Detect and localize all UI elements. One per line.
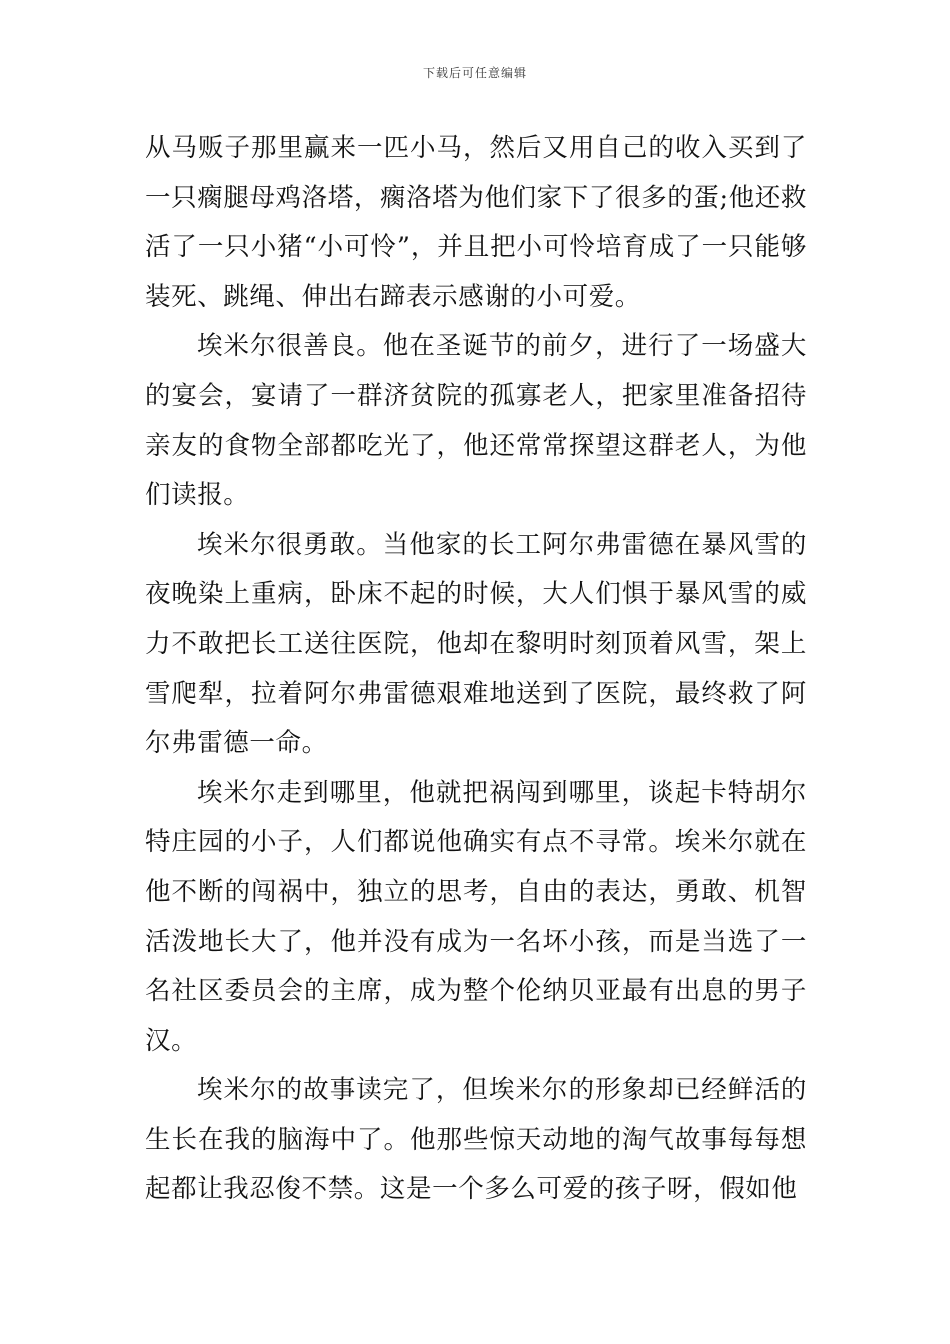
header-note: 下载后可任意编辑: [422, 66, 527, 80]
paragraph-4: 埃米尔走到哪里，他就把祸闯到哪里，谈起卡特胡尔特庄园的小子，人们都说他确实有点不寻常。埃米尔就在他不断的闯祸中，独立的思考，自由的表达，勇敢、机智活泼地长大了，他并没有成为一名坏小孩，而是当选了一名社区委员会的主席，成为整个伦纳贝亚最有出息的男子汉。: [145, 777, 807, 1056]
paragraph-3: 埃米尔很勇敢。当他家的长工阿尔弗雷德在暴风雪的夜晚染上重病，卧床不起的时候，大人们惧于暴风雪的威力不敢把长工送往医院，他却在黎明时刻顶着风雪，架上雪爬犁，拉着阿尔弗雷德艰难地送到了医院，最终救了阿尔弗雷德一命。: [145, 529, 807, 759]
document-body: [145, 124, 807, 1215]
paragraph-5: 埃米尔的故事读完了，但埃米尔的形象却已经鲜活的生长在我的脑海中了。他那些惊天动地的淘气故事每每想起都让我忍俊不禁。这是一个多么可爱的孩子呀，假如他: [145, 1075, 807, 1205]
paragraph-1: 从马贩子那里赢来一匹小马，然后又用自己的收入买到了一只瘸腿母鸡洛塔，瘸洛塔为他们家下了很多的蛋;他还救活了一只小猪“小可怜”，并且把小可怜培育成了一只能够装死、跳绳、伸出右蹄表示感谢的小可爱。: [145, 133, 807, 312]
paragraph-2: 埃米尔很善良。他在圣诞节的前夕，进行了一场盛大的宴会，宴请了一群济贫院的孤寡老人，把家里准备招待亲友的食物全部都吃光了，他还常常探望这群老人，为他们读报。: [145, 331, 807, 511]
